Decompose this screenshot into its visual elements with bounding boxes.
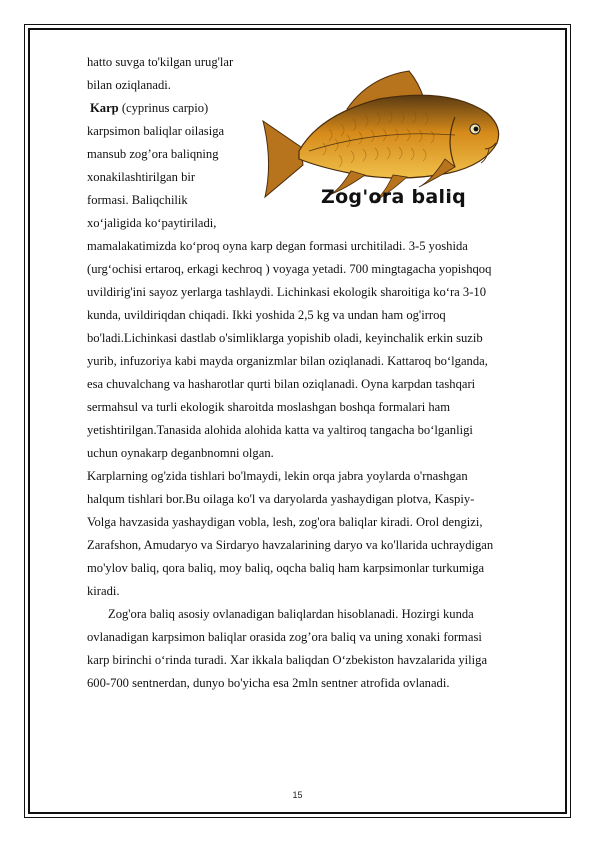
text-line: xo‘jaligida ko‘paytiriladi, — [87, 216, 217, 230]
text-line: karp birinchi o‘rinda turadi. Xar ikkala baliqdan O‘zbekiston havzalarida yiliga — [87, 653, 488, 667]
page-number: 15 — [292, 790, 303, 800]
text-line: karpsimon baliqlar oilasiga — [87, 124, 225, 138]
text-line: ovlanadigan karpsimon baliqlar orasida zog’ora baliq va uning xonaki formasi — [87, 630, 482, 644]
text-line: bo'ladi.Lichinkasi dastlab o'simliklarga yopishib oladi, keyinchalik erkin suzib — [87, 331, 483, 345]
text-line: bilan oziqlanadi. — [87, 78, 171, 92]
text-line: halqum tishlari bor.Bu oilaga ko'l va daryolarda yashaydigan plotva, Kaspiy- — [87, 492, 475, 506]
text-line: Volga havzasida yashaydigan vobla, lesh, zog'ora baliqlar kiradi. Orol dengizi, — [87, 515, 483, 529]
text-line: Karplarning og'zida tishlari bo'lmaydi, lekin orqa jabra yoylarda o'rnashgan — [87, 469, 468, 483]
figure-caption: Zog'ora baliq — [321, 186, 467, 208]
text-line: (urg‘ochisi ertaroq, erkagi kechroq ) voyaga yetadi. 700 mingtagacha yopishqoq — [87, 262, 492, 276]
text-line: esa chuvalchang va hasharotlar qurti bilan oziqlanadi. Oyna karpdan tashqari — [87, 377, 476, 391]
text-line: mamalakatimizda ko‘proq oyna karp degan formasi urchitiladi. 3-5 yoshida — [87, 239, 468, 253]
text-line: kiradi. — [87, 584, 120, 598]
karp-title: Karp — [90, 101, 119, 115]
text-line: formasi. Baliqchilik — [87, 193, 188, 207]
fish-figure — [259, 69, 507, 226]
text-line-indented: Zog'ora baliq asosiy ovlanadigan baliqlardan hisoblanadi. Hozirgi kunda — [108, 607, 474, 621]
text-line: uvildirig'ini sayoz yerlarga tashlaydi. Lichinkasi ekologik sharoitiga ko‘ra 3-10 — [87, 285, 486, 299]
text-line: 600-700 sentnerdan, dunyo bo'yicha esa 2mln sentner atrofida ovlanadi. — [87, 676, 450, 690]
karp-latin-name: (cyprinus carpio) — [118, 101, 209, 115]
text-line: mansub zog’ora baliqning — [87, 147, 219, 161]
text-line: yetishtirilgan.Tanasida alohida alohida katta va yaltiroq tangacha bo‘lganligi — [87, 423, 473, 437]
text-line: mo'ylov baliq, qora baliq, moy baliq, oqcha baliq ham karpsimonlar turkumiga — [87, 561, 485, 575]
text-line: xonakilashtirilgan bir — [87, 170, 196, 184]
text-line: Zarafshon, Amudaryo va Sirdaryo havzalarining daryo va ko'llarida uchraydigan — [87, 538, 494, 552]
karp-heading-line — [87, 97, 208, 120]
text-line: uchun oynakarp deganbnomni olgan. — [87, 446, 274, 460]
text-line: kunda, uvildiriqdan chiqadi. Ikki yoshida 2,5 kg va undan ham og'irroq — [87, 308, 446, 322]
text-line: hatto suvga to'kilgan urug'lar — [87, 55, 234, 69]
text-line: sermahsul va turli ekologik sharoitda moslashgan boshqa formalari ham — [87, 400, 451, 414]
text-line: yurib, infuzoriya kabi mayda organizmlar bilan oziqlanadi. Kattaroq bo‘lganda, — [87, 354, 488, 368]
